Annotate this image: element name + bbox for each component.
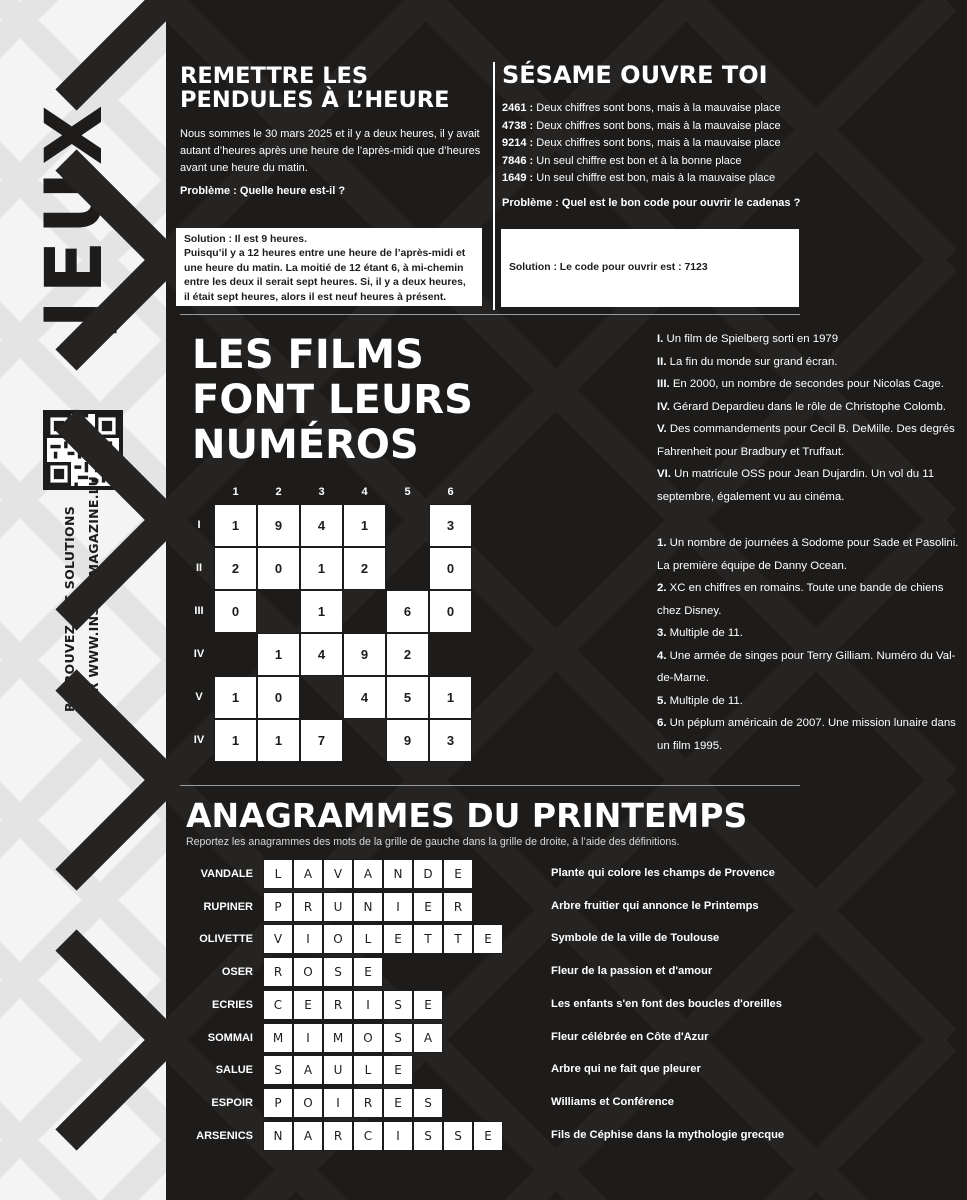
grid-cell[interactable]: 1 xyxy=(343,504,386,547)
anagram-cell[interactable]: S xyxy=(383,1023,413,1053)
horizontal-divider xyxy=(180,314,800,315)
sesame-code: 1649 : xyxy=(502,172,534,184)
anagram-cell[interactable]: A xyxy=(293,1055,323,1085)
grid-row-header: IV xyxy=(193,648,205,660)
clue-text: En 2000, un nombre de secondes pour Nicolas Cage. xyxy=(669,378,944,390)
anagram-definition: Arbre fruitier qui annonce le Printemps xyxy=(551,899,759,912)
films-clues-down xyxy=(657,532,967,757)
grid-row-header: I xyxy=(197,519,201,531)
clue-text: Multiple de 11. xyxy=(666,627,743,639)
anagram-cell[interactable]: S xyxy=(413,1121,443,1151)
clue-number: V. xyxy=(657,423,667,435)
grid-cell[interactable]: 0 xyxy=(257,676,300,719)
anagram-definition: Williams et Conférence xyxy=(551,1095,674,1108)
sesame-code: 9214 : xyxy=(502,137,534,149)
clue-item xyxy=(657,622,967,645)
clue-text: Un nombre de journées à Sodome pour Sade et Pasolini. La première équipe de Danny Ocean. xyxy=(657,537,959,572)
anagram-cell[interactable]: P xyxy=(263,892,293,922)
anagram-word: SALUE xyxy=(215,1064,253,1077)
anagram-cell[interactable]: L xyxy=(353,924,383,954)
anagram-cell[interactable]: I xyxy=(293,924,323,954)
grid-cell[interactable]: 4 xyxy=(300,504,343,547)
grid-cell[interactable]: 1 xyxy=(300,590,343,633)
sesame-clue xyxy=(502,170,802,188)
anagram-cell[interactable]: L xyxy=(353,1055,383,1085)
grid-cell[interactable]: 3 xyxy=(429,504,472,547)
grid-cell[interactable]: 1 xyxy=(257,633,300,676)
sesame-clue-text: Deux chiffres sont bons, mais à la mauvaise place xyxy=(533,102,781,114)
grid-row-header: II xyxy=(195,562,203,574)
anagram-word: VANDALE xyxy=(200,868,253,880)
anagram-word: ARSENICS xyxy=(196,1129,253,1142)
clue-item xyxy=(657,463,967,508)
anagram-cell[interactable]: T xyxy=(443,924,473,954)
anagram-cell[interactable]: N xyxy=(353,892,383,922)
anagram-cell[interactable]: N xyxy=(383,859,413,889)
grid-column-header: 5 xyxy=(404,486,411,498)
films-title-line1: LES FILMS xyxy=(192,332,424,378)
anagram-cell[interactable]: E xyxy=(473,1121,503,1151)
anagram-cell[interactable]: E xyxy=(383,1088,413,1118)
anagram-cell[interactable]: S xyxy=(323,957,353,987)
anagram-cell[interactable]: E xyxy=(473,924,503,954)
anagram-cell[interactable]: A xyxy=(293,1121,323,1151)
anagram-cell[interactable]: R xyxy=(443,892,473,922)
sesame-clue xyxy=(502,118,802,136)
anagram-cell[interactable]: V xyxy=(263,924,293,954)
pendules-solution-title: Solution : Il est 9 heures. xyxy=(184,234,307,245)
pendules-solution-box xyxy=(176,228,482,306)
anagram-word: OSER xyxy=(221,966,253,979)
films-clues-across xyxy=(657,328,967,508)
anagram-cell[interactable]: S xyxy=(413,1088,443,1118)
clue-number: 4. xyxy=(657,649,667,662)
anagram-cell[interactable]: E xyxy=(413,990,443,1020)
clue-number: III. xyxy=(657,378,670,390)
grid-column-header: 3 xyxy=(318,486,325,498)
grid-cell[interactable]: 4 xyxy=(300,633,343,676)
clue-text: Gérard Depardieu dans le rôle de Christophe Colomb. xyxy=(669,400,946,413)
anagram-definition: Plante qui colore les champs de Provence xyxy=(551,867,775,879)
anagram-cell[interactable]: E xyxy=(383,1055,413,1085)
clue-item xyxy=(657,396,967,419)
anagram-cell[interactable]: D xyxy=(413,859,443,889)
grid-cell[interactable]: 0 xyxy=(214,590,257,633)
anagram-cell[interactable]: L xyxy=(263,859,293,889)
anagram-cell[interactable]: M xyxy=(263,1023,293,1053)
anagram-definition: Symbole de la ville de Toulouse xyxy=(551,932,720,945)
anagram-cell[interactable]: V xyxy=(323,859,353,889)
clue-item xyxy=(657,532,967,577)
pendules-title-line2: PENDULES À L’HEURE xyxy=(180,87,450,113)
anagram-cell[interactable]: E xyxy=(353,957,383,987)
grid-column-header: 2 xyxy=(275,486,282,498)
anagram-cell[interactable]: A xyxy=(413,1023,443,1053)
anagram-cell[interactable]: R xyxy=(263,957,293,987)
anagram-cell[interactable]: E xyxy=(413,892,443,922)
grid-cell[interactable]: 9 xyxy=(343,633,386,676)
anagram-cell[interactable]: I xyxy=(353,990,383,1020)
clue-number: II. xyxy=(657,355,667,368)
grid-cell[interactable]: 7 xyxy=(300,719,343,762)
anagram-cell[interactable]: I xyxy=(293,1023,323,1053)
pendules-title-line1: REMETTRE LES xyxy=(180,63,369,89)
sesame-clue-text: Deux chiffres sont bons, mais à la mauvaise place xyxy=(533,119,781,132)
anagram-cell[interactable]: C xyxy=(353,1121,383,1151)
main-content xyxy=(166,0,959,1200)
vertical-divider xyxy=(493,62,495,310)
sesame-title: SÉSAME OUVRE TOI xyxy=(502,61,768,89)
grid-cell[interactable]: 1 xyxy=(429,676,472,719)
pendules-text: Nous sommes le 30 mars 2025 et il y a deux heures, il y avait autant d’heures après une heure de l’après-midi que d’heures avant une heure du matin. xyxy=(180,128,481,174)
anagram-cell[interactable]: A xyxy=(353,859,383,889)
anagram-cell[interactable]: R xyxy=(323,990,353,1020)
grid-column-header: 4 xyxy=(361,486,368,498)
anagram-cell[interactable]: E xyxy=(383,924,413,954)
grid-cell[interactable]: 5 xyxy=(386,676,429,719)
horizontal-divider xyxy=(180,785,800,786)
anagram-cell[interactable]: O xyxy=(293,957,323,987)
anagram-definition: Fils de Céphise dans la mythologie grecque xyxy=(551,1128,785,1141)
anagrammes-subtitle: Reportez les anagrammes des mots de la grille de gauche dans la grille de droite, à l’aide des définitions. xyxy=(186,836,680,848)
sidebar-title: JEUX xyxy=(30,99,120,329)
anagram-cell[interactable]: O xyxy=(293,1088,323,1118)
anagram-cell[interactable]: S xyxy=(443,1121,473,1151)
clue-number: 1. xyxy=(657,537,667,549)
grid-row-header: III xyxy=(194,605,204,617)
sesame-problem: Problème : Quel est le bon code pour ouvrir le cadenas ? xyxy=(502,197,801,209)
grid-cell[interactable]: 1 xyxy=(214,676,257,719)
clue-item xyxy=(657,690,967,713)
sesame-code: 4738 : xyxy=(502,119,534,132)
clue-item xyxy=(657,645,967,690)
grid-cell[interactable]: 1 xyxy=(257,719,300,762)
films-title-line3: NUMÉROS xyxy=(192,422,419,468)
pendules-title xyxy=(180,64,450,112)
sesame-clue xyxy=(502,100,802,118)
anagram-definition: Arbre qui ne fait que pleurer xyxy=(551,1063,701,1076)
sesame-clue-text: Deux chiffres sont bons, mais à la mauvaise place xyxy=(533,137,781,149)
clue-item xyxy=(657,712,967,757)
clue-text: Une armée de singes pour Terry Gilliam. Numéro du Val-de-Marne. xyxy=(657,649,956,684)
anagram-definition: Fleur de la passion et d'amour xyxy=(551,965,713,978)
anagram-cell[interactable]: C xyxy=(263,990,293,1020)
anagram-definition: Les enfants s'en font des boucles d'oreilles xyxy=(551,997,782,1010)
grid-cell[interactable]: 2 xyxy=(214,547,257,590)
anagram-cell[interactable]: S xyxy=(383,990,413,1020)
anagram-cell[interactable]: T xyxy=(413,924,443,954)
anagram-cell[interactable]: R xyxy=(353,1088,383,1118)
clue-text: Multiple de 11. xyxy=(666,694,743,707)
sesame-solution-text: Solution : Le code pour ouvrir est : 7123 xyxy=(509,261,708,273)
anagram-word: ECRIES xyxy=(212,998,253,1011)
clue-text: La fin du monde sur grand écran. xyxy=(666,355,838,368)
films-title-line2: FONT LEURS xyxy=(192,377,473,423)
anagram-cell[interactable]: A xyxy=(293,859,323,889)
anagram-cell[interactable]: U xyxy=(323,1055,353,1085)
clue-number: 5. xyxy=(657,694,667,707)
sesame-solution-box xyxy=(501,229,799,307)
sesame-clue-text: Un seul chiffre est bon et à la bonne place xyxy=(533,154,742,167)
anagram-cell[interactable]: U xyxy=(323,892,353,922)
sesame-code: 2461 : xyxy=(502,102,534,114)
anagram-word: OLIVETTE xyxy=(199,933,253,946)
clue-item xyxy=(657,328,967,351)
anagram-cell[interactable]: N xyxy=(263,1121,293,1151)
clue-number: 6. xyxy=(657,717,667,729)
anagram-word: SOMMAI xyxy=(207,1031,253,1044)
anagram-cell[interactable]: I xyxy=(383,892,413,922)
grid-cell[interactable]: 9 xyxy=(386,719,429,762)
anagram-cell[interactable]: I xyxy=(323,1088,353,1118)
anagram-definition: Fleur célébrée en Côte d'Azur xyxy=(551,1030,709,1043)
films-title xyxy=(192,333,473,468)
grid-cell[interactable]: 0 xyxy=(257,547,300,590)
clue-item xyxy=(657,351,967,374)
clue-number: 3. xyxy=(657,627,667,639)
grid-cell[interactable]: 9 xyxy=(257,504,300,547)
solutions-url-link[interactable]: SUR WWW.INSIDE-MAGAZINE.LU xyxy=(86,475,101,712)
clue-item xyxy=(657,418,967,463)
grid-cell[interactable]: 1 xyxy=(214,719,257,762)
anagram-cell[interactable]: R xyxy=(323,1121,353,1151)
grid-row-header: V xyxy=(195,691,203,703)
clue-text: Un matricule OSS pour Jean Dujardin. Un vol du 11 septembre, également vu au cinéma. xyxy=(657,468,935,503)
anagrammes-title: ANAGRAMMES DU PRINTEMPS xyxy=(186,796,748,835)
anagram-cell[interactable]: I xyxy=(383,1121,413,1151)
grid-column-header: 1 xyxy=(232,486,239,498)
sesame-clue xyxy=(502,135,802,153)
grid-cell[interactable]: 2 xyxy=(386,633,429,676)
grid-row-header: IV xyxy=(193,734,205,746)
solutions-label: RETROUVEZ LES SOLUTIONS xyxy=(62,505,77,712)
grid-cell[interactable]: 2 xyxy=(343,547,386,590)
anagram-cell[interactable]: R xyxy=(293,892,323,922)
clue-number: 2. xyxy=(657,582,667,594)
anagram-cell[interactable]: E xyxy=(443,859,473,889)
anagram-word: RUPINER xyxy=(203,900,253,913)
grid-cell[interactable]: 0 xyxy=(429,547,472,590)
anagram-cell[interactable]: P xyxy=(263,1088,293,1118)
clue-text: Un film de Spielberg sorti en 1979 xyxy=(663,333,839,345)
clue-number: I. xyxy=(657,333,664,345)
grid-cell[interactable]: 6 xyxy=(386,590,429,633)
clue-text: Un péplum américain de 2007. Une mission lunaire dans un film 1995. xyxy=(657,717,956,752)
sesame-clue xyxy=(502,153,802,171)
clue-number: IV. xyxy=(657,400,670,413)
anagram-cell[interactable]: S xyxy=(263,1055,293,1085)
grid-cell[interactable]: 4 xyxy=(343,676,386,719)
clue-item xyxy=(657,577,967,622)
pendules-problem: Problème : Quelle heure est-il ? xyxy=(180,185,346,197)
clue-item xyxy=(657,373,967,396)
clue-text: XC en chiffres en romains. Toute une bande de chiens chez Disney. xyxy=(657,582,944,617)
grid-cell[interactable]: 0 xyxy=(429,590,472,633)
clue-number: VI. xyxy=(657,468,671,480)
anagram-cell[interactable]: O xyxy=(323,924,353,954)
anagram-cell[interactable]: O xyxy=(353,1023,383,1053)
grid-cell[interactable]: 1 xyxy=(300,547,343,590)
sesame-code: 7846 : xyxy=(502,154,534,167)
grid-column-header: 6 xyxy=(447,486,454,498)
pendules-solution-text: Puisqu’il y a 12 heures entre une heure de l’après-midi et une heure du matin. La moitié de 12 étant 6, à mi-chemin entre les deux il serait sept heures. Si, il y a deux heures, il était sept heures, alors il est neuf heures à présent. xyxy=(184,248,466,303)
anagram-cell[interactable]: M xyxy=(323,1023,353,1053)
anagram-cell[interactable]: E xyxy=(293,990,323,1020)
grid-cell[interactable]: 3 xyxy=(429,719,472,762)
sesame-clue-text: Un seul chiffre est bon, mais à la mauvaise place xyxy=(533,172,776,184)
anagram-word: ESPOIR xyxy=(211,1096,253,1109)
clue-text: Des commandements pour Cecil B. DeMille. Des degrés Fahrenheit pour Bradbury et Truffaut. xyxy=(657,423,955,458)
grid-cell[interactable]: 1 xyxy=(214,504,257,547)
sesame-clues xyxy=(502,100,802,188)
